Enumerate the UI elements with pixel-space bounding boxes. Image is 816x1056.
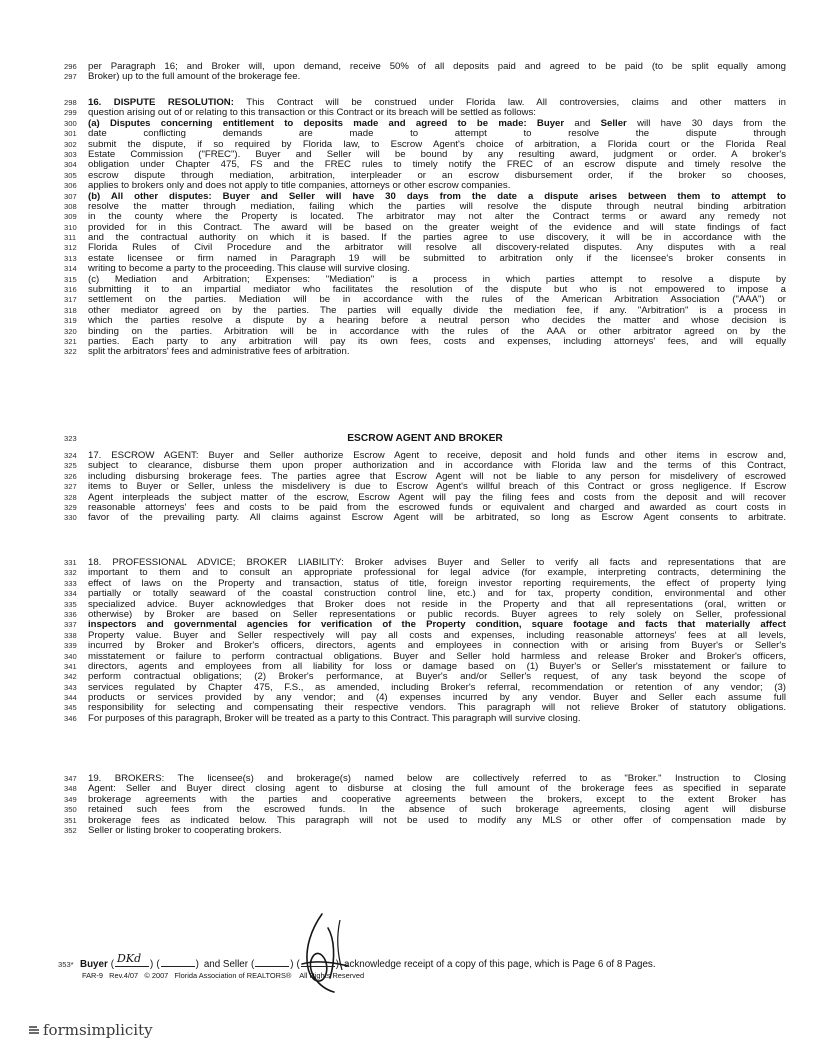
contract-line: 338 Property value. Buyer and Seller respectively will pay all costs and expenses, including reasonable attorneys' fees at all levels, <box>64 630 786 641</box>
contract-line: 311 and the contractual authority on which it is based. If the parties agree to use discovery, it will be in accordance with the <box>64 233 786 244</box>
contract-line: 341 directors, agents and employees from all liability for loss or damage based on (1) Buyer's or Seller's misstatement or failure to <box>64 661 786 672</box>
contract-line: 331 18. PROFESSIONAL ADVICE; BROKER LIABILITY: Broker advises Buyer and Seller to verify all facts and representations that are <box>64 558 786 568</box>
contract-line: 327 items to Buyer or Seller, unless the misdelivery is due to Escrow Agent's willful breach of this Contract or gross negligence. If Escrow <box>64 482 786 493</box>
contract-line: 313 estate licensee or firm named in Paragraph 19 will be submitted to arbitration only if the licensee's broker consents in <box>64 253 786 264</box>
contract-line: 336 otherwise) by Broker are based on Seller representations or public records. Buyer agrees to rely solely on Seller, professional <box>64 609 786 620</box>
document-stack-icon <box>28 1026 40 1036</box>
contract-line: 315 (c) Mediation and Arbitration; Expenses: "Mediation" is a process in which parties attempt to resolve a dispute by <box>64 274 786 285</box>
seller-signature <box>282 908 362 998</box>
contract-line: 342 perform contractual obligations; (2) Broker's performance, at Buyer's and/or Seller's request, of any task beyond the scope of <box>64 672 786 683</box>
contract-line: 301 date conflicting demands are made to attempt to resolve the dispute through <box>64 129 786 140</box>
contract-line: 339 incurred by Broker and Broker's officers, directors, agents and employees in connection with or arising from Buyer's or Seller's <box>64 641 786 652</box>
contract-line: 296 per Paragraph 16; and Broker will, upon demand, receive 50% of all deposits paid and agreed to be paid (to be split equally among <box>64 62 786 72</box>
contract-line: 335 specialized advice. Buyer acknowledges that Broker does not reside in the Property and that all representations (oral, written or <box>64 599 786 610</box>
acknowledge-text: acknowledge receipt of a copy of this page, which is Page 6 of 8 Pages. <box>344 959 656 970</box>
carryover-block <box>64 62 786 83</box>
contract-line: 317 settlement on the parties. Mediation will be in accordance with the rules of the American Arbitration Association ("AAA") or <box>64 295 786 306</box>
contract-line: 325 subject to clearance, disburse them upon proper authorization and in accordance with Florida law and the terms of this Contract, <box>64 461 786 472</box>
contract-line: 304 obligation under Chapter 475, FS and the FREC rules to timely notify the FREC of an escrow dispute and timely resolve the <box>64 160 786 171</box>
seller-initials-field-1[interactable] <box>255 957 289 967</box>
contract-line: 346 For purposes of this paragraph, Broker will be treated as a party to this Contract. This paragraph will survive closing. <box>64 713 581 724</box>
contract-line: 300 (a) Disputes concerning entitlement to deposits made and agreed to be made: Buyer and Seller will have 30 days from the <box>64 118 786 129</box>
contract-line: 306 applies to brokers only and does not apply to title companies, attorneys or other escrow companies. <box>64 181 511 192</box>
contract-line: 351 brokerage fees as indicated below. This paragraph will not be used to modify any MLS or other offer of compensation made by <box>64 815 786 826</box>
contract-line: 316 submitting it to an impartial mediator who facilitates the resolution of the dispute but who is not empowered to impose a <box>64 285 786 296</box>
contract-line: 309 in the county where the Property is located. The arbitrator may not alter the Contract terms or award any remedy not <box>64 212 786 223</box>
escrow-broker-heading: 323 ESCROW AGENT AND BROKER <box>64 433 786 445</box>
contract-line: 324 17. ESCROW AGENT: Buyer and Seller authorize Escrow Agent to receive, deposit and hold funds and other items in escrow and, <box>64 451 786 461</box>
contract-line: 312 Florida Rules of Civil Procedure and the arbitrator will resolve all discovery-related disputes. Any disputes with a real <box>64 243 786 254</box>
formsimplicity-logo: formsimplicity <box>28 1021 153 1039</box>
contract-line: 337 inspectors and governmental agencies for verification of the Property condition, square footage and facts that materially affect <box>64 620 786 631</box>
contract-line: 340 misstatement or failure to perform contractual obligations. Buyer and Seller hold harmless and release Broker and Broker's officers, <box>64 651 786 662</box>
dispute-resolution-section <box>64 98 786 358</box>
contract-line: 334 partially or totally seaward of the coastal construction control line, etc.) and for tax, property condition, environmental and other <box>64 589 786 600</box>
contract-line: 321 parties. Each party to any arbitration will pay its own fees, costs and expenses, including attorneys' fees, and will equally <box>64 336 786 347</box>
page-heading: ESCROW AGENT AND BROKER <box>347 433 503 444</box>
contract-line: 298 16. DISPUTE RESOLUTION: This Contract will be construed under Florida law. All controversies, claims and other matters in <box>64 98 786 108</box>
contract-line: 303 Estate Commission ("FREC"). Buyer and Seller will be bound by any resulting award, judgment or order. A broker's <box>64 149 786 160</box>
contract-line: 308 resolve the matter through mediation, failing which the parties will resolve the dispute through neutral binding arbitration <box>64 201 786 212</box>
page-footer <box>58 952 778 980</box>
contract-line: 332 important to them and to consult an appropriate professional for legal advice (for example, interpreting contracts, determining the <box>64 568 786 579</box>
contract-line: 310 provided for in this Contract. The award will be based on the greater weight of the evidence and will state findings of fact <box>64 222 786 233</box>
escrow-agent-section <box>64 451 786 524</box>
contract-line: 297 Broker) up to the full amount of the brokerage fee. <box>64 72 301 83</box>
contract-line: 326 including disbursing brokerage fees. The parties agree that Escrow Agent will not be liable to any person for misdelivery of escrowed <box>64 471 786 482</box>
buyer-initials-field-1[interactable] <box>115 952 149 967</box>
contract-line: 322 split the arbitrators' fees and administrative fees of arbitration. <box>64 347 350 358</box>
contract-line: 302 submit the dispute, if so required by Florida law, to Escrow Agent's choice of arbitration, a Florida court or the Florida Real <box>64 139 786 150</box>
contract-line: 329 reasonable attorneys' fees and costs to be paid from the escrowed funds or equivalent and charged and awarded as court costs in <box>64 502 786 513</box>
contract-line: 318 other mediator agreed on by the parties. The parties will equally divide the mediation fee, if any. "Arbitration" is a process in <box>64 305 786 316</box>
section-heading: 16. DISPUTE RESOLUTION: <box>88 98 234 108</box>
contract-line: 333 effect of laws on the Property and transaction, status of title, foreign investor reporting requirements, the effect of property lying <box>64 578 786 589</box>
contract-line: 328 Agent interpleads the subject matter of the escrow, Escrow Agent will pay the filing fees and costs from the deposit and will recover <box>64 492 786 503</box>
form-info: FAR-9 Rev.4/07 © 2007 Florida Association of REALTORS® All Rights Reserved <box>82 971 365 980</box>
contract-line: 343 services regulated by Chapter 475, F.S., as amended, including Broker's referral, recommendation or retention of any vendor; (3) <box>64 682 786 693</box>
seller-initials-field-2[interactable] <box>301 957 335 967</box>
contract-line: 320 binding on the parties. Arbitration will be in accordance with the rules of the AAA or other arbitrator agreed on by the <box>64 326 786 337</box>
contract-line: 299 question arising out of or relating to this transaction or this Contract or its breach will be settled as follows: <box>64 108 536 119</box>
contract-line: 305 escrow dispute through mediation, arbitration, interpleader or an escrow disbursement order, if the broker so chooses, <box>64 170 786 181</box>
contract-line: 307 (b) All other disputes: Buyer and Seller will have 30 days from the date a dispute arises between them to attempt to <box>64 191 786 202</box>
contract-line: 348 Agent: Seller and Buyer direct closing agent to disburse at closing the full amount of the brokerage fees as specified in separate <box>64 784 786 795</box>
contract-line: 345 responsibility for selecting and compensating their respective vendors. This paragraph will not relieve Broker of statutory obligations. <box>64 703 786 714</box>
contract-line: 350 retained such fees from the escrowed funds. In the absence of such brokerage agreements, closing agent will disburse <box>64 805 786 816</box>
professional-advice-section <box>64 558 786 724</box>
contract-line: 349 brokerage agreements with the parties and cooperative agreements between the brokers, except to the extent Broker has <box>64 794 786 805</box>
contract-line: 347 19. BROKERS: The licensee(s) and brokerage(s) named below are collectively referred to as "Broker." Instruction to Closing <box>64 774 786 784</box>
contract-line: 319 which the parties resolve a dispute by a hearing before a neutral person who decides the matter and whose decision is <box>64 316 786 327</box>
buyer-initials: DKd <box>117 952 142 965</box>
contract-line: 352 Seller or listing broker to cooperating brokers. <box>64 825 282 836</box>
buyer-initials-field-2[interactable] <box>161 957 195 967</box>
contract-line: 330 favor of the prevailing party. All claims against Escrow Agent will be arbitrated, so long as Escrow Agent consents to arbitrate. <box>64 513 786 524</box>
initials-line: 353* Buyer ( DKd ) ( ) and Seller ( ) ( ) acknowledge receipt of a copy of this page, which is Page 6 of 8 Pages. <box>58 952 656 970</box>
brokers-section <box>64 774 786 836</box>
contract-line: 344 products or services provided by any vendor; and (4) expenses incurred by any vendor. Buyer and Seller each assume full <box>64 693 786 704</box>
contract-line: 314 writing to become a party to the proceeding. This clause will survive closing. <box>64 264 410 275</box>
